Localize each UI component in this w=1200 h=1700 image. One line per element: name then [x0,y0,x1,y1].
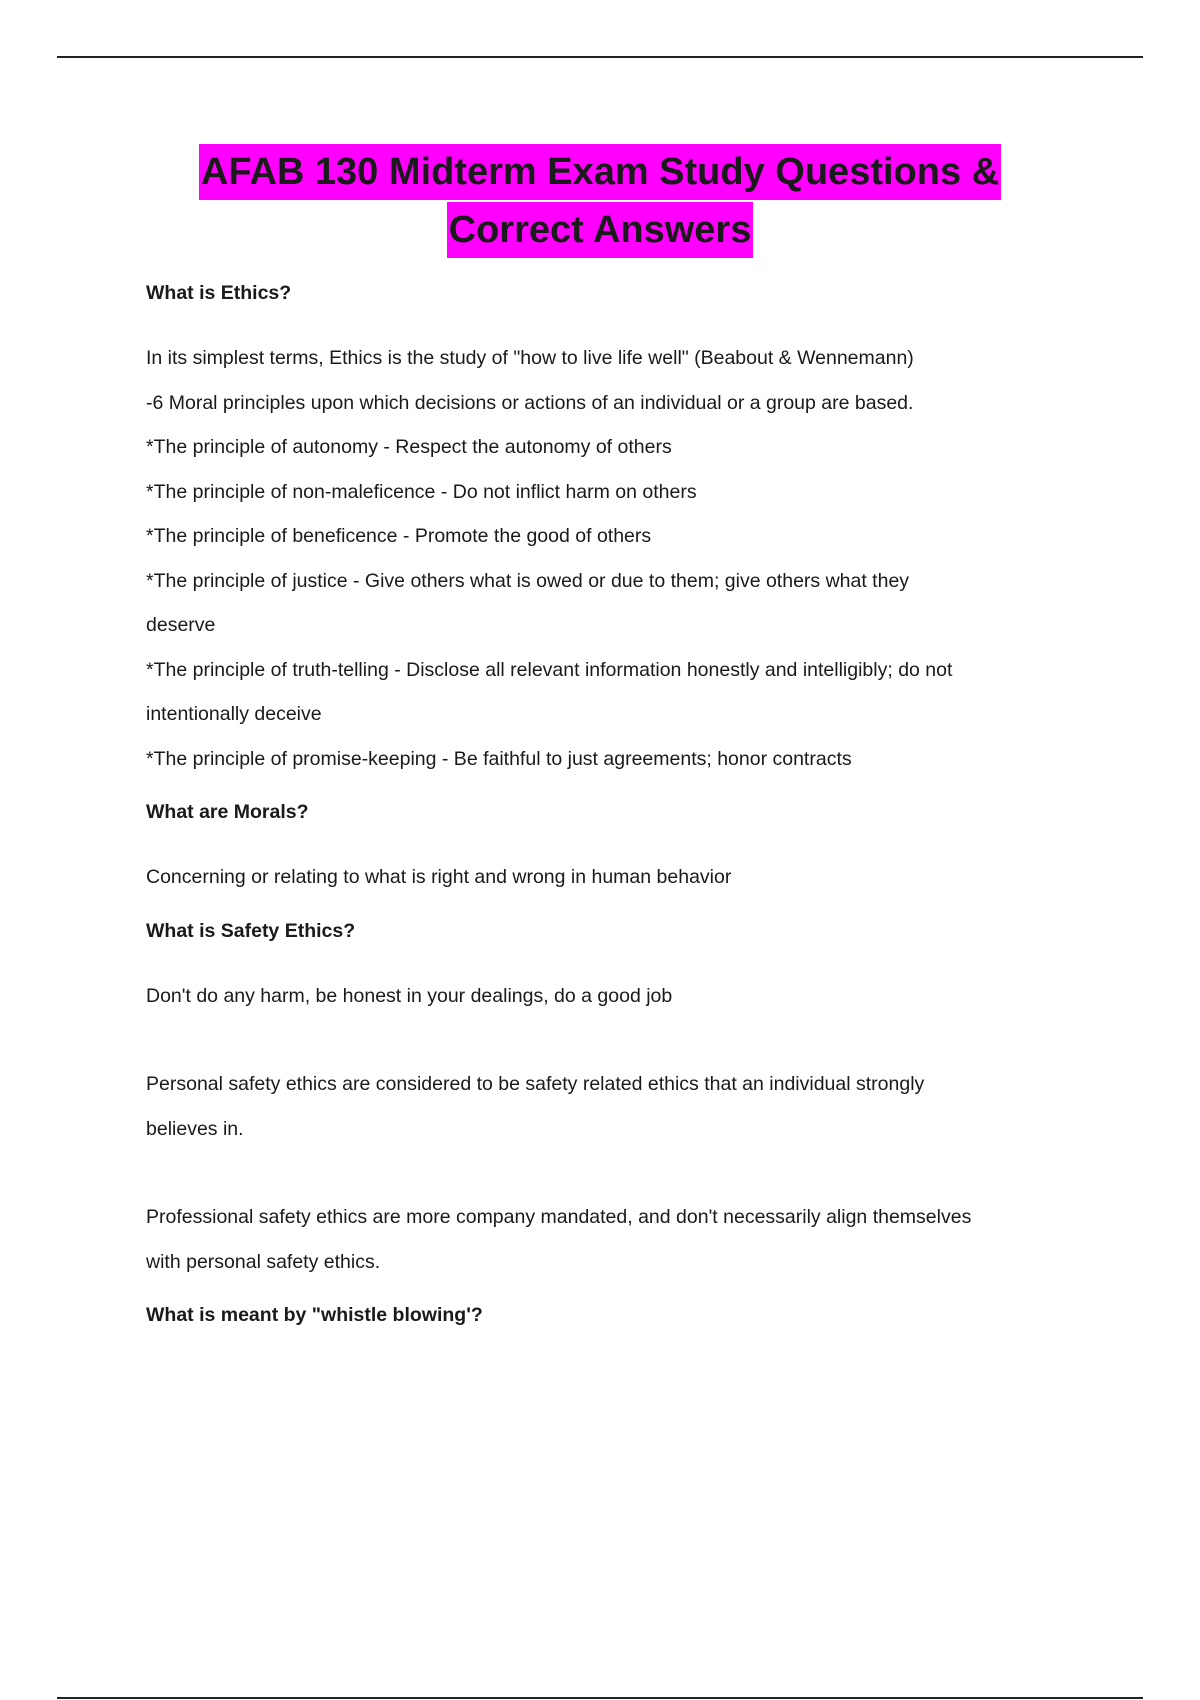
answer-line: deserve [146,614,216,636]
answer-line: *The principle of justice - Give others what is owed or due to them; give others what they [146,569,910,592]
answer-line: Personal safety ethics are considered to be safety related ethics that an individual strongly [146,1073,925,1095]
answer-line: Professional safety ethics are more company mandated, and don't necessarily align themselves [146,1206,972,1228]
answer-line: Concerning or relating to what is right and wrong in human behavior [146,866,732,888]
question-heading: What is Ethics? [146,282,292,304]
question-heading: What are Morals? [146,801,309,823]
answer-block [146,974,1106,1285]
title-line-2: Correct Answers [447,202,754,258]
footer-rule [57,1697,1143,1699]
answer-line: intentionally deceive [146,703,322,725]
question-heading: What is Safety Ethics? [146,919,356,942]
answer-line: *The principle of beneficence - Promote the good of others [146,525,652,547]
answer-line: -6 Moral principles upon which decisions or actions of an individual or a group are based. [146,391,914,414]
answer-line: believes in. [146,1117,244,1140]
answer-block [146,336,1106,781]
document-title [0,144,1200,260]
answer-line: Don't do any harm, be honest in your dealings, do a good job [146,984,673,1007]
answer-line: with personal safety ethics. [146,1250,381,1273]
answer-line: *The principle of autonomy - Respect the autonomy of others [146,436,672,458]
answer-line: *The principle of promise-keeping - Be faithful to just agreements; honor contracts [146,747,852,770]
document-body [146,276,1106,1358]
header-rule [57,56,1143,58]
answer-block [146,855,1106,900]
answer-line: In its simplest terms, Ethics is the study of "how to live life well" (Beabout & Wennemann) [146,347,914,369]
answer-line: *The principle of truth-telling - Disclose all relevant information honestly and intelligibly; do not [146,658,953,681]
title-line-1: AFAB 130 Midterm Exam Study Questions & [199,144,1001,200]
answer-line: *The principle of non-maleficence - Do not inflict harm on others [146,480,697,503]
answer-paragraph [146,1195,1106,1284]
answer-paragraph [146,1062,1106,1151]
question-heading: What is meant by "whistle blowing'? [146,1304,483,1326]
